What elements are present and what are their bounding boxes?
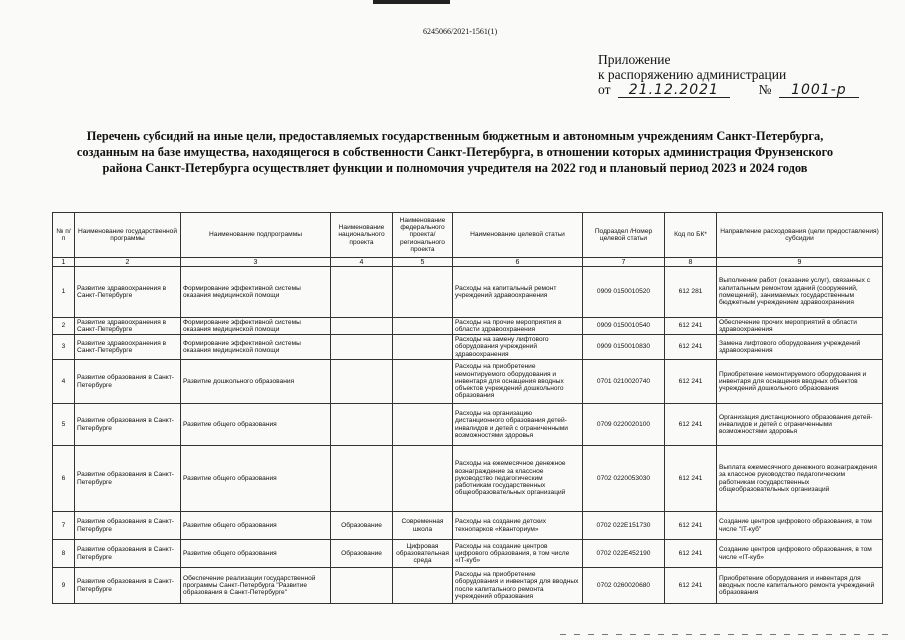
purpose-cell: Приобретение оборудования и инвентаря для вводных после капитального ремонта учреждений образования — [717, 568, 883, 604]
program-cell: Развитие образования в Санкт-Петербурге — [75, 446, 181, 512]
subprogram-cell: Развитие общего образования — [181, 446, 331, 512]
appendix-date-line — [598, 82, 859, 98]
article-cell: Расходы на организацию дистанционного образования детей-инвалидов и детей с ограниченными возможностями здоровья — [453, 404, 583, 446]
subprogram-cell: Формирование эффективной системы оказания медицинской помощи — [181, 267, 331, 318]
bk-cell: 612 241 — [665, 568, 717, 604]
table-row — [53, 512, 883, 540]
subprogram-cell: Развитие общего образования — [181, 540, 331, 568]
national-project-cell — [331, 360, 393, 404]
federal-project-cell — [393, 360, 453, 404]
federal-project-cell — [393, 446, 453, 512]
federal-project-cell: Цифровая образовательная среда — [393, 540, 453, 568]
code-cell: 0909 0150010830 — [583, 335, 665, 360]
purpose-cell: Создание центров цифрового образования, в том числе «IT-куб» — [717, 540, 883, 568]
code-cell: 0909 0150010540 — [583, 318, 665, 335]
code-cell: 0702 0260020680 — [583, 568, 665, 604]
purpose-cell: Обеспечение прочих мероприятий в области здравоохранения — [717, 318, 883, 335]
federal-project-cell: Современная школа — [393, 512, 453, 540]
subprogram-cell: Развитие общего образования — [181, 512, 331, 540]
bk-cell: 612 241 — [665, 335, 717, 360]
table-row — [53, 335, 883, 360]
program-cell: Развитие образования в Санкт-Петербурге — [75, 568, 181, 604]
subprogram-cell: Развитие общего образования — [181, 404, 331, 446]
article-cell: Расходы на приобретение оборудования и инвентаря для вводных после капитального ремонта учреждений образования — [453, 568, 583, 604]
subprogram-cell: Развитие дошкольного образования — [181, 360, 331, 404]
column-number: 8 — [665, 258, 717, 267]
table-row — [53, 446, 883, 512]
federal-project-cell — [393, 335, 453, 360]
article-cell: Расходы на создание центров цифрового образования, в том числе «IT-куб» — [453, 540, 583, 568]
national-project-cell — [331, 568, 393, 604]
article-cell: Расходы на прочие мероприятия в области здравоохранения — [453, 318, 583, 335]
article-cell: Расходы на создание детских технопарков «Кванториум» — [453, 512, 583, 540]
header-cell: Код по БК* — [665, 213, 717, 258]
federal-project-cell — [393, 318, 453, 335]
table-row — [53, 360, 883, 404]
column-number: 1 — [53, 258, 75, 267]
from-label: от — [598, 82, 611, 97]
code-cell: 0702 022E452190 — [583, 540, 665, 568]
header-cell: № п/п — [53, 213, 75, 258]
subprogram-cell: Формирование эффективной системы оказания медицинской помощи — [181, 335, 331, 360]
national-project-cell: Образование — [331, 540, 393, 568]
bk-cell: 612 241 — [665, 404, 717, 446]
document-title: Перечень субсидий на иные цели, предоставляемых государственным бюджетным и автономным учреждениям Санкт-Петербурга, созданным на базе имущества, находящегося в собственности Санкт-Петербурга, в отношении которых администрация Фрунзенского района Санкт-Петербурга осуществляет функции и полномочия учредителя на 2022 год и плановый период 2023 и 2024 годов — [76, 129, 834, 175]
code-cell: 0701 0210020740 — [583, 360, 665, 404]
row-number: 4 — [53, 360, 75, 404]
purpose-cell: Замена лифтового оборудования учреждений здравоохранения — [717, 335, 883, 360]
column-number: 3 — [181, 258, 331, 267]
document-number: 6245066/2021-1561(1) — [423, 27, 498, 36]
row-number: 7 — [53, 512, 75, 540]
column-number: 4 — [331, 258, 393, 267]
program-cell: Развитие образования в Санкт-Петербурге — [75, 512, 181, 540]
row-number: 2 — [53, 318, 75, 335]
row-number: 9 — [53, 568, 75, 604]
code-cell: 0702 0220053030 — [583, 446, 665, 512]
header-cell: Наименование федерального проекта/регионального проекта — [393, 213, 453, 258]
column-number-row — [53, 258, 883, 267]
table-row — [53, 404, 883, 446]
program-cell: Развитие образования в Санкт-Петербурге — [75, 360, 181, 404]
federal-project-cell — [393, 267, 453, 318]
code-cell: 0909 0150010520 — [583, 267, 665, 318]
appendix-block — [598, 52, 859, 98]
program-cell: Развитие образования в Санкт-Петербурге — [75, 540, 181, 568]
national-project-cell — [331, 267, 393, 318]
handwritten-number: 1001-р — [779, 83, 859, 98]
row-number: 3 — [53, 335, 75, 360]
bk-cell: 612 241 — [665, 446, 717, 512]
header-cell: Подраздел /Номер целевой статьи — [583, 213, 665, 258]
table-header-row — [53, 213, 883, 258]
article-cell: Расходы на ежемесячное денежное вознаграждение за классное руководство педагогическим работникам государственных общеобразовательных организаций — [453, 446, 583, 512]
code-cell: 0702 022E151730 — [583, 512, 665, 540]
row-number: 5 — [53, 404, 75, 446]
appendix-subtitle: к распоряжению администрации — [598, 67, 787, 82]
appendix-title: Приложение — [598, 52, 671, 67]
table-row — [53, 318, 883, 335]
article-cell: Расходы на приобретение немонтируемого оборудования и инвентаря для оснащения вводных объектов учреждений дошкольного образования — [453, 360, 583, 404]
national-project-cell — [331, 335, 393, 360]
purpose-cell: Выполнение работ (оказание услуг), связанных с капитальным ремонтом зданий (сооружений, помещений), занимаемых государственным бюджетным учреждением здравоохранения — [717, 267, 883, 318]
program-cell: Развитие образования в Санкт-Петербурге — [75, 404, 181, 446]
header-cell: Наименование государственной программы — [75, 213, 181, 258]
bk-cell: 612 281 — [665, 267, 717, 318]
row-number: 6 — [53, 446, 75, 512]
number-label: № — [758, 82, 772, 97]
row-number: 1 — [53, 267, 75, 318]
program-cell: Развитие здравоохранения в Санкт-Петербурге — [75, 267, 181, 318]
column-number: 5 — [393, 258, 453, 267]
program-cell: Развитие здравоохранения в Санкт-Петербурге — [75, 335, 181, 360]
handwritten-date: 21.12.2021 — [618, 83, 730, 98]
federal-project-cell — [393, 404, 453, 446]
national-project-cell: Образование — [331, 512, 393, 540]
table-row — [53, 568, 883, 604]
bk-cell: 612 241 — [665, 318, 717, 335]
header-cell: Наименование национального проекта — [331, 213, 393, 258]
purpose-cell: Приобретение немонтируемого оборудования и инвентаря для оснащения вводных объектов учреждений дошкольного образования — [717, 360, 883, 404]
column-number: 7 — [583, 258, 665, 267]
header-cell: Наименование целевой статьи — [453, 213, 583, 258]
program-cell: Развитие здравоохранения в Санкт-Петербурге — [75, 318, 181, 335]
scan-top-mark — [373, 0, 450, 4]
national-project-cell — [331, 404, 393, 446]
subsidy-table — [52, 212, 883, 604]
bk-cell: 612 241 — [665, 360, 717, 404]
scan-footer-mark — [560, 634, 890, 635]
purpose-cell: Организация дистанционного образования детей-инвалидов и детей с ограниченными возможностями здоровья — [717, 404, 883, 446]
purpose-cell: Создание центров цифрового образования, в том числе "IT-куб" — [717, 512, 883, 540]
subprogram-cell: Формирование эффективной системы оказания медицинской помощи — [181, 318, 331, 335]
bk-cell: 612 241 — [665, 512, 717, 540]
federal-project-cell — [393, 568, 453, 604]
article-cell: Расходы на замену лифтового оборудования учреждений здравоохранения — [453, 335, 583, 360]
header-cell: Наименование подпрограммы — [181, 213, 331, 258]
header-cell: Направление расходования (цели предоставления) субсидии — [717, 213, 883, 258]
column-number: 9 — [717, 258, 883, 267]
subprogram-cell: Обеспечение реализации государственной программы Санкт-Петербурга "Развитие образования в Санкт-Петербурге" — [181, 568, 331, 604]
row-number: 8 — [53, 540, 75, 568]
purpose-cell: Выплата ежемесячного денежного вознаграждения за классное руководство педагогическим работникам государственных общеобразовательных организаций — [717, 446, 883, 512]
article-cell: Расходы на капитальный ремонт учреждений здравоохранения — [453, 267, 583, 318]
column-number: 2 — [75, 258, 181, 267]
national-project-cell — [331, 446, 393, 512]
code-cell: 0709 0220020100 — [583, 404, 665, 446]
bk-cell: 612 241 — [665, 540, 717, 568]
column-number: 6 — [453, 258, 583, 267]
national-project-cell — [331, 318, 393, 335]
table-row — [53, 540, 883, 568]
table-row — [53, 267, 883, 318]
